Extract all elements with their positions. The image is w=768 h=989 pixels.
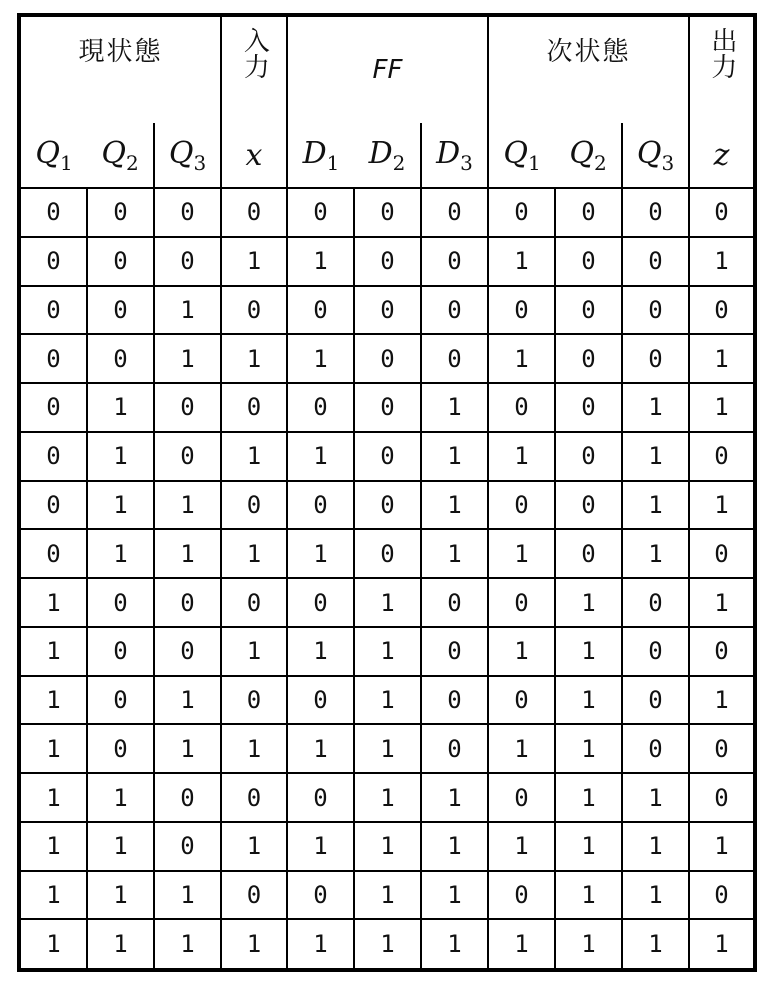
column-subscript: 1 bbox=[527, 150, 541, 175]
table-cell: 0 bbox=[287, 578, 354, 627]
table-cell: 1 bbox=[555, 724, 622, 773]
table-cell: 1 bbox=[221, 334, 287, 383]
table-cell: 0 bbox=[87, 627, 154, 676]
table-cell: 0 bbox=[221, 871, 287, 920]
table-cell: 0 bbox=[19, 383, 87, 432]
table-cell: 0 bbox=[154, 578, 221, 627]
table-cell: 1 bbox=[19, 822, 87, 871]
table-cell: 0 bbox=[421, 676, 488, 725]
table-row bbox=[19, 773, 755, 822]
column-subscript: 3 bbox=[193, 150, 207, 175]
table-row bbox=[19, 578, 755, 627]
table-cell: 0 bbox=[622, 676, 689, 725]
table-cell: 1 bbox=[555, 676, 622, 725]
column-var: D bbox=[302, 135, 327, 171]
table-cell: 0 bbox=[689, 286, 755, 335]
column-header-0 bbox=[19, 123, 87, 188]
table-cell: 0 bbox=[221, 578, 287, 627]
table-cell: 0 bbox=[221, 383, 287, 432]
next-state-header: 次状態 bbox=[488, 15, 689, 123]
column-subscript: 2 bbox=[593, 150, 607, 175]
column-var: Q bbox=[503, 135, 528, 171]
table-cell: 0 bbox=[287, 481, 354, 530]
table-cell: 1 bbox=[287, 822, 354, 871]
table-cell: 0 bbox=[87, 724, 154, 773]
table-cell: 0 bbox=[87, 676, 154, 725]
table-cell: 1 bbox=[421, 822, 488, 871]
table-cell: 1 bbox=[19, 676, 87, 725]
table-cell: 0 bbox=[19, 481, 87, 530]
table-cell: 0 bbox=[221, 773, 287, 822]
group-header-row bbox=[19, 15, 755, 123]
table-cell: 0 bbox=[354, 481, 421, 530]
table-cell: 1 bbox=[87, 871, 154, 920]
table-cell: 1 bbox=[421, 481, 488, 530]
table-cell: 0 bbox=[622, 237, 689, 286]
ff-header: FF bbox=[287, 15, 488, 123]
state-transition-table bbox=[17, 13, 757, 972]
table-cell: 0 bbox=[154, 773, 221, 822]
table-cell: 0 bbox=[87, 334, 154, 383]
table-cell: 0 bbox=[488, 676, 555, 725]
table-cell: 1 bbox=[221, 724, 287, 773]
table-cell: 1 bbox=[421, 432, 488, 481]
table-cell: 1 bbox=[622, 432, 689, 481]
table-cell: 0 bbox=[488, 383, 555, 432]
table-cell: 0 bbox=[287, 383, 354, 432]
table-row bbox=[19, 334, 755, 383]
table-cell: 1 bbox=[221, 529, 287, 578]
column-header-6 bbox=[421, 123, 488, 188]
table-row bbox=[19, 237, 755, 286]
output-header-text: 出力 bbox=[706, 27, 737, 79]
table-cell: 1 bbox=[555, 627, 622, 676]
table-cell: 1 bbox=[87, 773, 154, 822]
table-cell: 1 bbox=[19, 919, 87, 970]
table-row bbox=[19, 822, 755, 871]
table-cell: 1 bbox=[154, 676, 221, 725]
table-cell: 1 bbox=[555, 822, 622, 871]
table-cell: 0 bbox=[622, 627, 689, 676]
column-var: Q bbox=[35, 135, 60, 171]
table-cell: 0 bbox=[689, 724, 755, 773]
table-cell: 1 bbox=[221, 237, 287, 286]
table-cell: 1 bbox=[19, 871, 87, 920]
table-cell: 0 bbox=[221, 676, 287, 725]
column-subscript: 1 bbox=[326, 150, 340, 175]
table-cell: 1 bbox=[555, 871, 622, 920]
table-cell: 0 bbox=[221, 481, 287, 530]
table-cell: 0 bbox=[19, 432, 87, 481]
column-var: Q bbox=[101, 135, 126, 171]
table-cell: 0 bbox=[555, 481, 622, 530]
table-cell: 1 bbox=[555, 919, 622, 970]
table-cell: 1 bbox=[154, 871, 221, 920]
table-cell: 0 bbox=[221, 286, 287, 335]
table-cell: 1 bbox=[154, 529, 221, 578]
table-cell: 1 bbox=[689, 578, 755, 627]
table-cell: 0 bbox=[287, 676, 354, 725]
column-var: D bbox=[368, 135, 393, 171]
truth-table-container bbox=[17, 13, 753, 972]
column-subscript: 3 bbox=[661, 150, 675, 175]
table-cell: 1 bbox=[287, 237, 354, 286]
table-cell: 1 bbox=[87, 919, 154, 970]
table-cell: 0 bbox=[555, 383, 622, 432]
table-cell: 1 bbox=[287, 432, 354, 481]
table-cell: 1 bbox=[622, 383, 689, 432]
column-var: z bbox=[713, 137, 730, 173]
table-cell: 0 bbox=[421, 334, 488, 383]
table-cell: 1 bbox=[287, 627, 354, 676]
table-cell: 0 bbox=[354, 529, 421, 578]
table-cell: 0 bbox=[689, 529, 755, 578]
table-row bbox=[19, 481, 755, 530]
column-header-8 bbox=[555, 123, 622, 188]
table-cell: 0 bbox=[154, 822, 221, 871]
table-cell: 1 bbox=[689, 481, 755, 530]
column-header-2 bbox=[154, 123, 221, 188]
table-cell: 0 bbox=[622, 188, 689, 237]
table-cell: 1 bbox=[87, 432, 154, 481]
table-cell: 0 bbox=[154, 627, 221, 676]
table-cell: 0 bbox=[689, 432, 755, 481]
column-var: Q bbox=[636, 135, 662, 171]
table-cell: 0 bbox=[488, 871, 555, 920]
table-cell: 0 bbox=[488, 286, 555, 335]
table-cell: 0 bbox=[689, 627, 755, 676]
column-header-4 bbox=[287, 123, 354, 188]
column-subscript: 3 bbox=[460, 150, 473, 175]
table-cell: 0 bbox=[555, 334, 622, 383]
column-var: Q bbox=[168, 135, 194, 171]
variable-header-row bbox=[19, 123, 755, 188]
table-cell: 0 bbox=[19, 188, 87, 237]
table-row bbox=[19, 383, 755, 432]
table-cell: 1 bbox=[421, 773, 488, 822]
table-cell: 1 bbox=[87, 481, 154, 530]
table-cell: 1 bbox=[689, 676, 755, 725]
column-header-10 bbox=[689, 123, 755, 188]
table-cell: 1 bbox=[354, 627, 421, 676]
column-subscript: 1 bbox=[59, 150, 73, 175]
table-cell: 1 bbox=[154, 481, 221, 530]
table-cell: 1 bbox=[287, 724, 354, 773]
table-cell: 1 bbox=[19, 578, 87, 627]
table-cell: 1 bbox=[622, 773, 689, 822]
table-cell: 1 bbox=[622, 529, 689, 578]
table-cell: 1 bbox=[354, 822, 421, 871]
column-subscript: 2 bbox=[125, 150, 139, 175]
table-cell: 1 bbox=[221, 919, 287, 970]
column-header-1 bbox=[87, 123, 154, 188]
table-cell: 1 bbox=[19, 724, 87, 773]
table-cell: 0 bbox=[221, 188, 287, 237]
table-cell: 0 bbox=[689, 773, 755, 822]
table-cell: 0 bbox=[287, 188, 354, 237]
table-cell: 0 bbox=[287, 871, 354, 920]
table-cell: 0 bbox=[622, 578, 689, 627]
input-header bbox=[221, 15, 287, 123]
table-cell: 0 bbox=[287, 773, 354, 822]
column-header-5 bbox=[354, 123, 421, 188]
table-cell: 1 bbox=[488, 432, 555, 481]
table-cell: 1 bbox=[154, 724, 221, 773]
current-state-header: 現状態 bbox=[19, 15, 221, 123]
column-var: Q bbox=[569, 135, 594, 171]
table-row bbox=[19, 286, 755, 335]
table-cell: 0 bbox=[622, 286, 689, 335]
table-cell: 1 bbox=[555, 773, 622, 822]
table-cell: 1 bbox=[421, 529, 488, 578]
table-cell: 1 bbox=[154, 334, 221, 383]
table-cell: 0 bbox=[555, 188, 622, 237]
table-cell: 1 bbox=[354, 919, 421, 970]
table-cell: 1 bbox=[689, 334, 755, 383]
table-cell: 1 bbox=[488, 724, 555, 773]
table-cell: 1 bbox=[287, 529, 354, 578]
table-cell: 0 bbox=[154, 237, 221, 286]
table-cell: 0 bbox=[354, 383, 421, 432]
table-cell: 0 bbox=[354, 237, 421, 286]
table-cell: 0 bbox=[421, 724, 488, 773]
table-cell: 1 bbox=[488, 919, 555, 970]
table-cell: 1 bbox=[488, 822, 555, 871]
table-cell: 1 bbox=[354, 676, 421, 725]
column-subscript: 2 bbox=[392, 150, 406, 175]
table-cell: 1 bbox=[221, 432, 287, 481]
table-cell: 0 bbox=[421, 237, 488, 286]
table-cell: 0 bbox=[19, 334, 87, 383]
table-cell: 0 bbox=[421, 578, 488, 627]
table-cell: 1 bbox=[19, 627, 87, 676]
table-cell: 1 bbox=[622, 919, 689, 970]
table-row bbox=[19, 188, 755, 237]
table-cell: 0 bbox=[354, 334, 421, 383]
table-cell: 1 bbox=[488, 529, 555, 578]
table-cell: 1 bbox=[354, 578, 421, 627]
table-cell: 0 bbox=[87, 578, 154, 627]
output-header bbox=[689, 15, 755, 123]
table-cell: 1 bbox=[488, 334, 555, 383]
table-cell: 1 bbox=[87, 529, 154, 578]
table-cell: 0 bbox=[555, 432, 622, 481]
table-cell: 1 bbox=[555, 578, 622, 627]
table-cell: 0 bbox=[622, 724, 689, 773]
table-cell: 1 bbox=[87, 822, 154, 871]
table-cell: 1 bbox=[354, 773, 421, 822]
table-cell: 0 bbox=[154, 383, 221, 432]
input-header-text: 入力 bbox=[239, 27, 270, 79]
table-cell: 1 bbox=[287, 919, 354, 970]
table-cell: 1 bbox=[622, 481, 689, 530]
table-cell: 0 bbox=[354, 286, 421, 335]
table-cell: 0 bbox=[488, 773, 555, 822]
table-row bbox=[19, 919, 755, 970]
table-cell: 0 bbox=[354, 188, 421, 237]
table-cell: 0 bbox=[689, 871, 755, 920]
table-cell: 0 bbox=[354, 432, 421, 481]
table-cell: 0 bbox=[154, 432, 221, 481]
table-cell: 0 bbox=[87, 188, 154, 237]
table-cell: 1 bbox=[622, 871, 689, 920]
table-cell: 1 bbox=[221, 627, 287, 676]
table-cell: 0 bbox=[87, 286, 154, 335]
table-cell: 0 bbox=[421, 188, 488, 237]
table-row bbox=[19, 676, 755, 725]
table-cell: 1 bbox=[421, 919, 488, 970]
table-cell: 0 bbox=[19, 237, 87, 286]
table-cell: 1 bbox=[488, 627, 555, 676]
table-cell: 1 bbox=[689, 919, 755, 970]
table-cell: 1 bbox=[87, 383, 154, 432]
table-cell: 0 bbox=[488, 188, 555, 237]
table-cell: 0 bbox=[555, 529, 622, 578]
table-cell: 0 bbox=[19, 286, 87, 335]
table-cell: 1 bbox=[421, 871, 488, 920]
table-cell: 1 bbox=[622, 822, 689, 871]
table-cell: 0 bbox=[555, 237, 622, 286]
table-row bbox=[19, 529, 755, 578]
table-row bbox=[19, 871, 755, 920]
column-header-9 bbox=[622, 123, 689, 188]
table-cell: 1 bbox=[421, 383, 488, 432]
table-cell: 0 bbox=[421, 286, 488, 335]
table-cell: 1 bbox=[154, 919, 221, 970]
table-row bbox=[19, 432, 755, 481]
table-cell: 1 bbox=[488, 237, 555, 286]
table-cell: 0 bbox=[488, 578, 555, 627]
table-cell: 1 bbox=[689, 822, 755, 871]
table-cell: 0 bbox=[488, 481, 555, 530]
table-cell: 1 bbox=[689, 237, 755, 286]
table-row bbox=[19, 724, 755, 773]
column-var: D bbox=[436, 135, 461, 171]
table-cell: 0 bbox=[689, 188, 755, 237]
table-cell: 0 bbox=[421, 627, 488, 676]
table-cell: 1 bbox=[154, 286, 221, 335]
table-cell: 1 bbox=[354, 724, 421, 773]
table-cell: 0 bbox=[154, 188, 221, 237]
table-cell: 0 bbox=[287, 286, 354, 335]
table-cell: 0 bbox=[555, 286, 622, 335]
table-cell: 1 bbox=[689, 383, 755, 432]
table-cell: 1 bbox=[19, 773, 87, 822]
column-header-7 bbox=[488, 123, 555, 188]
table-cell: 0 bbox=[19, 529, 87, 578]
column-header-3 bbox=[221, 123, 287, 188]
table-cell: 1 bbox=[354, 871, 421, 920]
table-row bbox=[19, 627, 755, 676]
table-cell: 1 bbox=[287, 334, 354, 383]
table-cell: 0 bbox=[622, 334, 689, 383]
column-var: x bbox=[245, 137, 263, 173]
table-cell: 0 bbox=[87, 237, 154, 286]
table-cell: 1 bbox=[221, 822, 287, 871]
